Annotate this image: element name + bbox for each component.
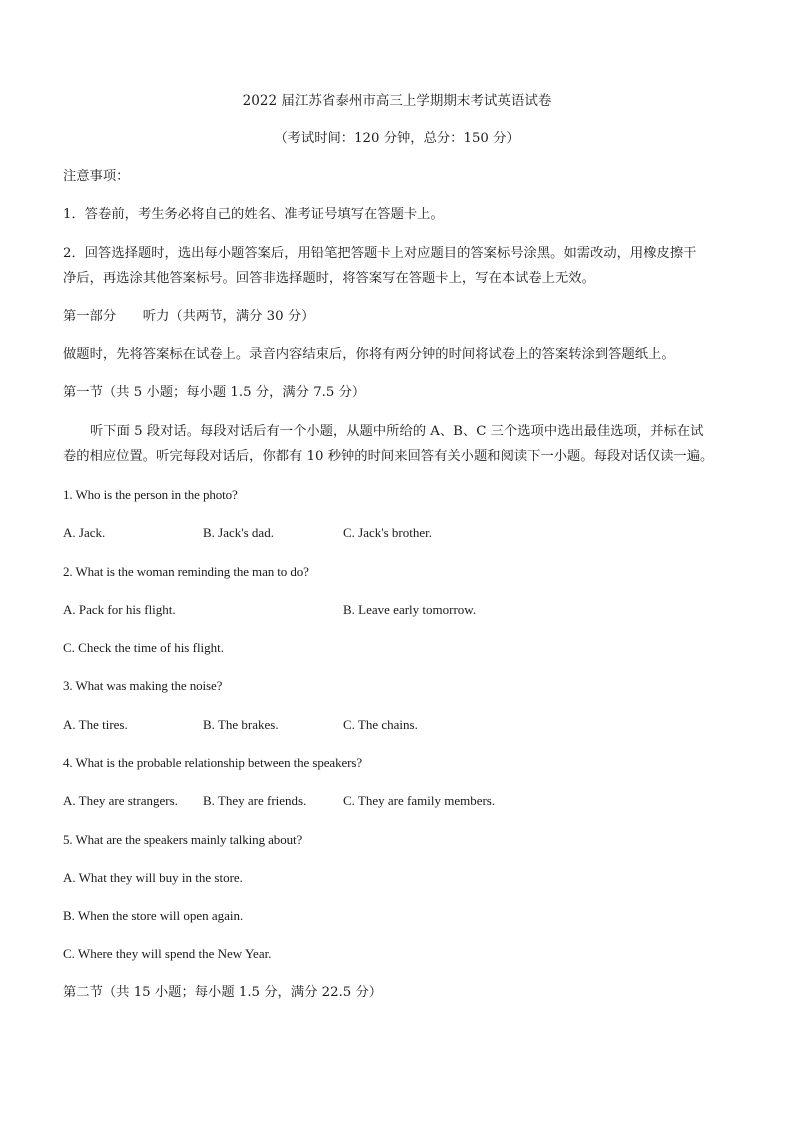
part1-heading: 第一部分 听力（共两节，满分 30 分）	[63, 309, 315, 324]
note-item-2-cont: 净后，再选涂其他答案标号。回答非选择题时，将答案写在答题卡上，写在本试卷上无效。	[63, 271, 595, 286]
exam-title: 2022 届江苏省泰州市高三上学期期末考试英语试卷	[242, 93, 552, 109]
question-4-option-c: C. They are family members.	[343, 793, 496, 808]
question-4-stem: 4. What is the probable relationship between the speakers?	[63, 755, 362, 770]
notes-heading: 注意事项：	[63, 169, 130, 184]
exam-subtitle: （考试时间：120 分钟，总分：150 分）	[274, 131, 520, 146]
section1-instruction-line2: 卷的相应位置。听完每段对话后，你都有 10 秒钟的时间来回答有关小题和阅读下一小题。每段对话仅读一遍。	[63, 449, 714, 464]
question-2-option-b: B. Leave early tomorrow.	[343, 602, 477, 617]
note-item-1: 1．答卷前，考生务必将自己的姓名、准考证号填写在答题卡上。	[63, 207, 444, 222]
question-1-option-a: A. Jack.	[63, 525, 106, 540]
section2-heading: 第二节（共 15 小题；每小题 1.5 分，满分 22.5 分）	[63, 985, 383, 1000]
question-5-option-c: C. Where they will spend the New Year.	[63, 946, 272, 961]
question-2-option-a: A. Pack for his flight.	[63, 602, 176, 617]
question-5-option-a: A. What they will buy in the store.	[63, 870, 243, 885]
question-4-option-b: B. They are friends.	[203, 793, 307, 808]
section1-heading: 第一节（共 5 小题；每小题 1.5 分，满分 7.5 分）	[63, 385, 366, 400]
question-3-stem: 3. What was making the noise?	[63, 678, 223, 693]
question-3-option-b: B. The brakes.	[203, 717, 279, 732]
question-5-stem: 5. What are the speakers mainly talking about?	[63, 832, 303, 847]
question-4-option-a: A. They are strangers.	[63, 793, 178, 808]
section1-instruction-line1: 听下面 5 段对话。每段对话后有一个小题，从题中所给的 A、B、C 三个选项中选出最佳选项，并标在试	[90, 424, 704, 439]
question-2-option-c: C. Check the time of his flight.	[63, 640, 225, 655]
question-1-stem: 1. Who is the person in the photo?	[63, 487, 238, 502]
question-1-option-c: C. Jack's brother.	[343, 525, 432, 540]
question-2-stem: 2. What is the woman reminding the man to do?	[63, 564, 309, 579]
note-item-2: 2．回答选择题时，选出每小题答案后，用铅笔把答题卡上对应题目的答案标号涂黑。如需改动，用橡皮擦干	[63, 246, 697, 261]
question-3-option-a: A. The tires.	[63, 717, 128, 732]
question-5-option-b: B. When the store will open again.	[63, 908, 244, 923]
question-1-option-b: B. Jack's dad.	[203, 525, 274, 540]
part1-instruction: 做题时，先将答案标在试卷上。录音内容结束后，你将有两分钟的时间将试卷上的答案转涂到答题纸上。	[63, 347, 675, 362]
question-3-option-c: C. The chains.	[343, 717, 418, 732]
